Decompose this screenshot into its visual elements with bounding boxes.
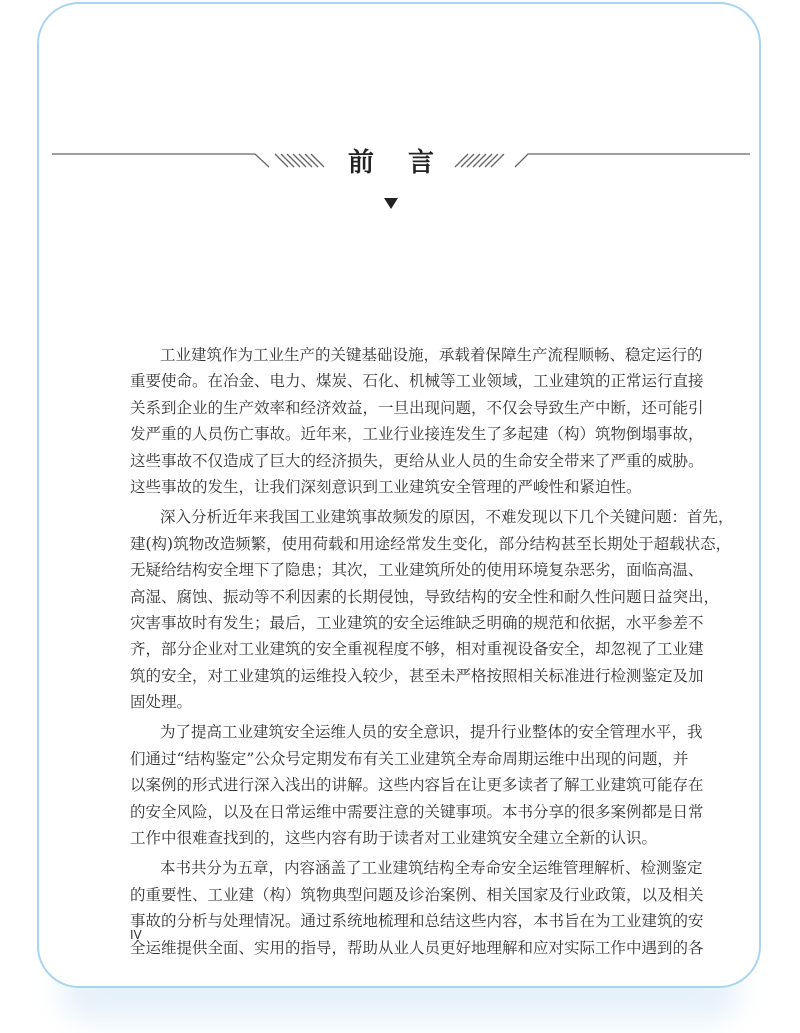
- text-line: 高湿、腐蚀、振动等不利因素的长期侵蚀，导致结构的安全性和耐久性问题日益突出，: [130, 587, 720, 606]
- page-number: IV: [130, 928, 142, 942]
- text-line: 关系到企业的生产效率和经济效益，一旦出现问题，不仅会导致生产中断，还可能引: [130, 398, 704, 417]
- text-line: 建(构)筑物改造频繁，使用荷载和用途经常发生变化，部分结构甚至长期处于超载状态，: [130, 534, 732, 553]
- text-line: 工业建筑作为工业生产的关键基础设施，承载着保障生产流程顺畅、稳定运行的: [160, 346, 703, 364]
- page-title-char-1: 前: [348, 148, 375, 178]
- text-line: 无疑给结构安全埋下了隐患；其次，工业建筑所处的使用环境复杂恶劣，面临高温、: [130, 561, 704, 580]
- text-line: 发严重的人员伤亡事故。近年来，工业行业接连发生了多起建（构）筑物倒塌事故，: [130, 425, 704, 444]
- text-line: 筑的安全，对工业建筑的运维投入较少，甚至未严格按照相关标准进行检测鉴定及加: [130, 666, 704, 685]
- title-ornament: [0, 0, 800, 230]
- text-line: 的安全风险，以及在日常运维中需要注意的关键事项。本书分享的很多案例都是日常: [130, 802, 704, 821]
- text-line: 全运维提供全面、实用的指导，帮助从业人员更好地理解和应对实际工作中遇到的各: [130, 938, 704, 957]
- text-line: 们通过“结构鉴定”公众号定期发布有关工业建筑全寿命周期运维中出现的问题，并: [130, 749, 689, 768]
- text-line: 齐，部分企业对工业建筑的安全重视程度不够，相对重视设备安全，却忽视了工业建: [130, 640, 704, 659]
- right-hatch: [455, 154, 504, 167]
- text-line: 工作中很难查找到的，这些内容有助于读者对工业建筑安全建立全新的认识。: [130, 829, 658, 848]
- paragraph: [130, 504, 734, 715]
- text-line: 为了提高工业建筑安全运维人员的安全意识，提升行业整体的安全管理水平，我: [160, 723, 703, 742]
- text-line: 固处理。: [130, 693, 193, 712]
- text-line: 灾害事故时有发生；最后，工业建筑的安全运维缺乏明确的规范和依据，水平参差不: [130, 613, 704, 632]
- paragraph: [130, 855, 704, 961]
- left-hatch: [275, 154, 324, 167]
- text-line: 的重要性、工业建（构）筑物典型问题及诊治案例、相关国家及行业政策，以及相关: [130, 885, 704, 904]
- preface-body: [130, 342, 734, 961]
- text-line: 深入分析近年来我国工业建筑事故频发的原因，不难发现以下几个关键问题：首先，: [160, 508, 734, 527]
- down-triangle-icon: [384, 198, 398, 209]
- text-line: 事故的分析与处理情况。通过系统地梳理和总结这些内容，本书旨在为工业建筑的安: [130, 912, 704, 931]
- right-rule: [515, 154, 750, 167]
- paragraph: [130, 719, 704, 851]
- text-line: 本书共分为五章，内容涵盖了工业建筑结构全寿命安全运维管理解析、检测鉴定: [160, 859, 703, 878]
- text-line: 这些事故的发生，让我们深刻意识到工业建筑安全管理的严峻性和紧迫性。: [130, 477, 642, 496]
- paragraph: [130, 342, 704, 500]
- page-title-char-2: 言: [408, 148, 435, 178]
- left-rule: [52, 154, 269, 167]
- text-line: 重要使命。在冶金、电力、煤炭、石化、机械等工业领域，工业建筑的正常运行直接: [130, 372, 704, 391]
- text-line: 这些事故不仅造成了巨大的经济损失，更给从业人员的生命安全带来了严重的威胁。: [130, 451, 704, 470]
- text-line: 以案例的形式进行深入浅出的讲解。这些内容旨在让更多读者了解工业建筑可能存在: [130, 776, 704, 795]
